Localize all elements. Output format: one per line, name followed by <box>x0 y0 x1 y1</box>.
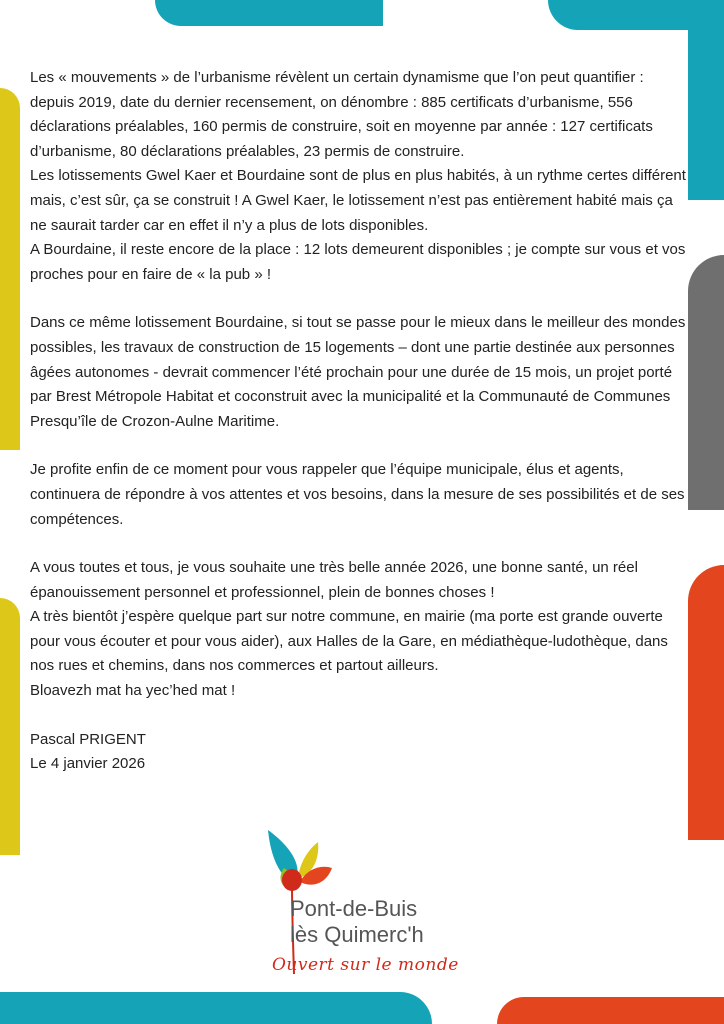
paragraph-spacer <box>30 434 688 458</box>
paragraph-breton-greeting: Bloavezh mat ha yec’hed mat ! <box>30 682 236 700</box>
paragraph-lotissements: Les lotissements Gwel Kaer et Bourdaine sont de plus en plus habités, à un rythme certes différent mais, c’est sûr, ça se construit ! A Gwel Kaer, le lotissement n’est pas entièrement habité mais ça ne saurait tarder car en effet il n’y a plus de lots disponibles. <box>30 167 686 234</box>
commune-name-line2: lès Quimerc'h <box>290 922 424 947</box>
paragraph-urbanisme: Les « mouvements » de l’urbanisme révèlent un certain dynamisme que l’on peut quantifier : depuis 2019, date du dernier recensement, on dénombre : 885 certificats d’urbanisme, 556 déclarations préalables, 160 permis de construire, soit en moyenne par année : 127 certificats d’urbanisme, 80 déclarations préalables, 23 permis de construire. <box>30 69 653 160</box>
decor-left-yellow-top <box>0 88 20 450</box>
signature-name: Pascal PRIGENT <box>30 730 146 748</box>
decor-top-teal-right <box>548 0 724 30</box>
paragraph-equipe: Je profite enfin de ce moment pour vous rappeler que l’équipe municipale, élus et agents, continuera de répondre à vos attentes et vos besoins, dans la mesure de ses possibilités et de ses compétences. <box>30 461 685 528</box>
decor-right-orange <box>688 565 724 840</box>
paragraph-logements: Dans ce même lotissement Bourdaine, si tout se passe pour le mieux dans le meilleur des mondes possibles, les travaux de construction de 15 logements – dont une partie destinée aux personnes âgées autonomes - devrait commencer l’été prochain pour une durée de 15 mois, un projet porté par Brest Métropole Habitat et coconstruit avec la municipalité et la Communauté de Communes Presqu’île de Crozon-Aulne Maritime. <box>30 314 686 430</box>
paragraph-spacer <box>30 532 688 556</box>
paragraph-spacer <box>30 704 688 728</box>
paragraph-voeux: A vous toutes et tous, je vous souhaite une très belle année 2026, une bonne santé, un réel épanouissement personnel et professionnel, plein de bonnes choses ! <box>30 559 638 601</box>
decor-top-teal-left <box>155 0 383 26</box>
paragraph-bourdaine-lots: A Bourdaine, il reste encore de la place : 12 lots demeurent disponibles ; je compte sur vous et vos proches pour en faire de « la pub » ! <box>30 241 686 283</box>
decor-left-yellow-bottom <box>0 598 20 855</box>
decor-bottom-orange <box>497 997 724 1024</box>
letter-body <box>30 66 688 777</box>
commune-logo-name <box>290 896 424 948</box>
commune-name-line1: Pont-de-Buis <box>290 896 418 921</box>
commune-tagline: Ouvert sur le monde <box>272 955 459 975</box>
signature-date: Le 4 janvier 2026 <box>30 755 146 773</box>
decor-right-teal <box>688 30 724 200</box>
paragraph-a-bientot: A très bientôt j’espère quelque part sur notre commune, en mairie (ma porte est grande ouverte pour vous écouter et pour vous aider), aux Halles de la Gare, en médiathèque-ludothèque, dans nos rues et chemins, dans nos commerces et partout ailleurs. <box>30 608 668 675</box>
decor-bottom-teal <box>0 992 432 1024</box>
paragraph-spacer <box>30 287 688 311</box>
decor-right-gray <box>688 255 724 510</box>
